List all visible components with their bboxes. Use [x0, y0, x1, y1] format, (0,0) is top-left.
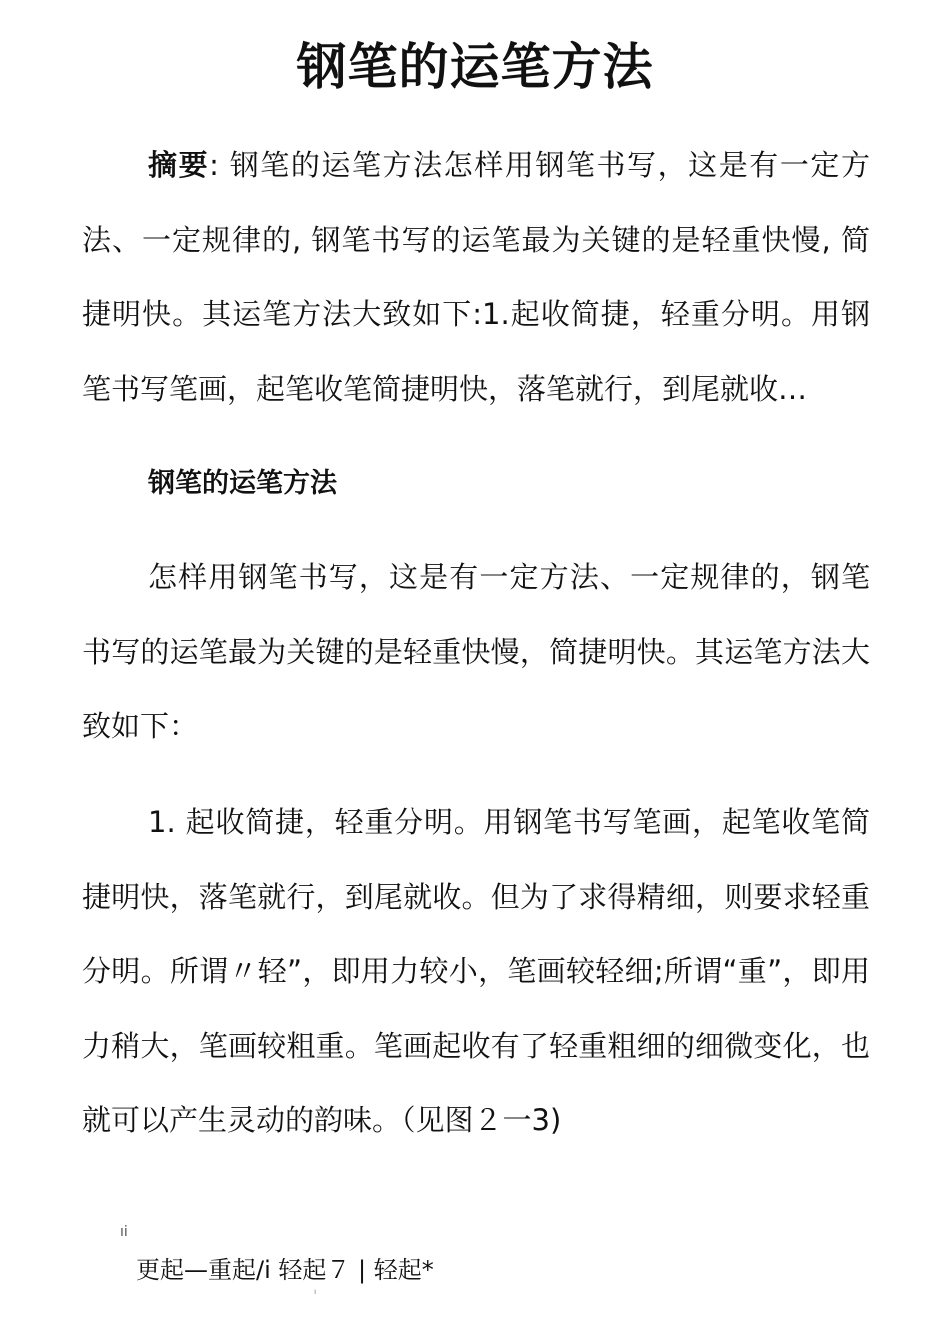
figure-caption: 更起—重起/i 轻起７ | 轻起* — [136, 1256, 434, 1284]
intro-paragraph: 怎样用钢笔书写，这是有一定方法、一定规律的，钢笔书写的运笔最为关键的是轻重快慢，简捷明快。其运笔方法大致如下： — [82, 560, 870, 743]
abstract-text: : 钢笔的运笔方法怎样用钢笔书写，这是有一定方法、一定规律的, 钢笔书写的运笔最为关键的是轻重快慢, 简捷明快。其运笔方法大致如下:1.起收简捷，轻重分明。用钢笔书写笔画，起笔收笔简捷明快，落笔就行，到尾就收… — [82, 148, 870, 406]
step-1-paragraph: 1. 起收简捷，轻重分明。用钢笔书写笔画，起笔收笔简捷明快，落笔就行，到尾就收。但为了求得精细，则要求轻重分明。所谓〃轻”，即用力较小，笔画较轻细;所谓“重”，即用力稍大，笔画较粗重。笔画起收有了轻重粗细的细微变化，也就可以产生灵动的韵味。（见图２一3) — [82, 805, 870, 1137]
abstract-paragraph — [82, 128, 870, 426]
document-title: 钢笔的运笔方法 — [296, 38, 654, 96]
figure-mark: ıi — [120, 1224, 128, 1240]
figure-dot: ı — [314, 1287, 317, 1296]
abstract-label: 摘要 — [148, 148, 210, 182]
section-heading: 钢笔的运笔方法 — [148, 468, 337, 499]
